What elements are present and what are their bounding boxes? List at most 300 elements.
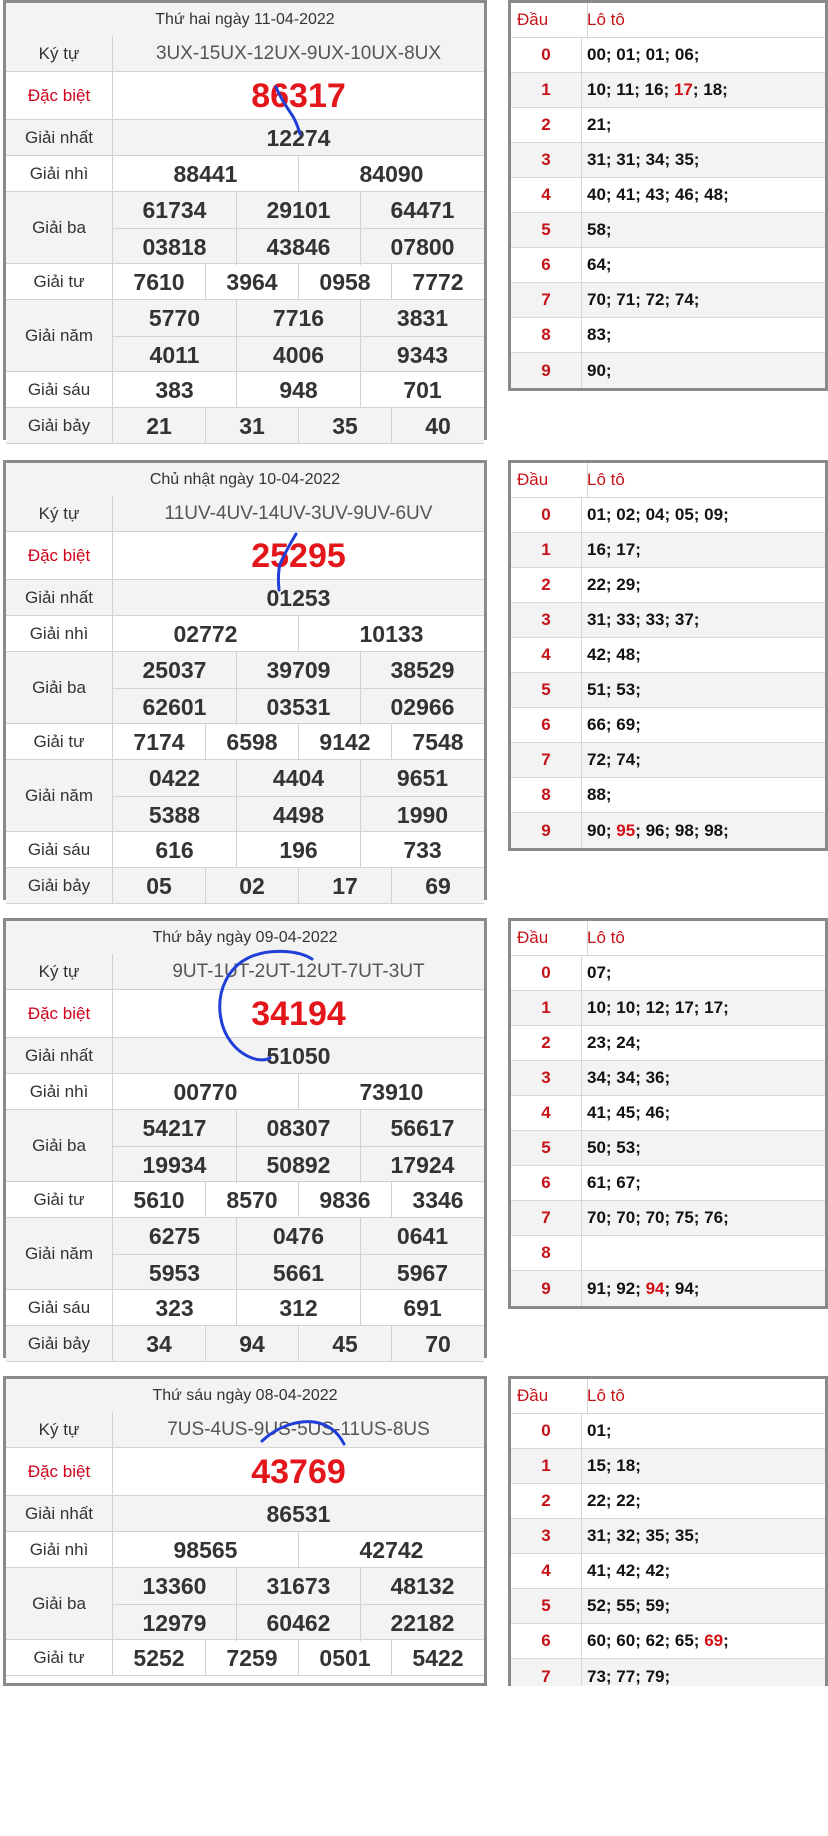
prize-number: 733 [360, 832, 484, 868]
prize-row-giai-nhi [6, 1074, 484, 1110]
loto-row [511, 498, 825, 533]
dau-digit: 6 [511, 708, 582, 742]
loto-numbers [587, 248, 823, 282]
loto-header: Lô tô [587, 470, 625, 489]
loto-numbers [587, 1484, 823, 1518]
loto-row [511, 38, 825, 73]
prize-number: 3964 [205, 264, 298, 300]
loto-row [511, 1271, 825, 1306]
prize-number: 691 [360, 1290, 484, 1326]
loto-table [508, 918, 828, 1309]
loto-text: 01; 02; 04; 05; 09; [587, 505, 729, 524]
prize-number: 948 [236, 372, 360, 408]
loto-highlight: 69 [704, 1631, 724, 1650]
prize-number: 25037 [142, 656, 207, 683]
loto-text: 00; 01; 01; 06; [587, 45, 700, 64]
loto-numbers [587, 38, 823, 72]
prize-label: Giải sáu [6, 1290, 113, 1325]
prize-values [113, 1640, 484, 1675]
prize-row-giai-sau [6, 832, 484, 868]
prize-number: 6598 [205, 724, 298, 760]
loto-text: 83; [587, 325, 612, 344]
prize-label: Ký tự [6, 1412, 113, 1447]
loto-numbers [587, 1131, 823, 1165]
loto-row [511, 178, 825, 213]
dau-digit: 2 [511, 1026, 582, 1060]
prize-row-giai-tu [6, 724, 484, 760]
prize-row-giai-tu [6, 1182, 484, 1218]
loto-text: 58; [587, 220, 612, 239]
loto-text: ; [723, 1631, 729, 1650]
draw-block [0, 918, 828, 1378]
prize-label: Giải nhất [6, 1496, 113, 1531]
prize-number: 4498 [236, 797, 360, 833]
loto-numbers [587, 1026, 823, 1060]
prize-number: 12979 [142, 1609, 207, 1636]
dau-digit: 2 [511, 1484, 582, 1518]
loto-numbers [587, 318, 823, 352]
prize-label: Ký tự [6, 496, 113, 531]
prize-number: 701 [360, 372, 484, 408]
loto-header-row [511, 921, 825, 956]
prize-label: Đặc biệt [6, 990, 113, 1037]
prize-row-dac-biet [6, 1448, 484, 1496]
prize-row-ky-tu [6, 496, 484, 532]
prize-number: 0641 [360, 1218, 484, 1254]
prize-number: 5967 [360, 1255, 484, 1291]
loto-numbers [587, 991, 823, 1025]
prize-values [113, 1110, 484, 1181]
prize-number: 4011 [149, 341, 200, 368]
prize-number: 31 [205, 408, 298, 444]
prize-values [113, 616, 484, 651]
prize-values [113, 724, 484, 759]
prize-number: 02 [205, 868, 298, 904]
prize-row-ky-tu [6, 36, 484, 72]
loto-text: 90; [587, 360, 612, 380]
loto-text: 34; 34; 36; [587, 1068, 671, 1087]
loto-text: 60; 60; 62; 65; [587, 1631, 705, 1650]
loto-row [511, 956, 825, 991]
symbol-code: 7US-4US-9US-5US-11US-8US [167, 1419, 430, 1440]
prize-number: 7610 [133, 268, 185, 295]
dau-digit: 6 [511, 1166, 582, 1200]
prize-number: 34 [146, 1330, 172, 1357]
special-prize-number: 34194 [251, 994, 346, 1033]
prize-label: Giải nhất [6, 580, 113, 615]
prize-number: 5252 [133, 1644, 185, 1671]
prize-values [113, 1074, 484, 1109]
prize-values [113, 1532, 484, 1567]
prize-values [113, 1448, 484, 1495]
prize-number: 62601 [142, 693, 207, 720]
prize-label: Giải nhì [6, 1532, 113, 1567]
prize-values [113, 156, 484, 191]
loto-text: 31; 32; 35; 35; [587, 1526, 700, 1545]
prize-number: 02966 [360, 689, 484, 725]
prize-row-giai-bay [6, 1326, 484, 1362]
prize-values [113, 408, 484, 443]
dau-digit: 5 [511, 213, 582, 247]
loto-text: 40; 41; 43; 46; 48; [587, 185, 729, 204]
loto-row [511, 1449, 825, 1484]
prize-label: Đặc biệt [6, 72, 113, 119]
prize-row-giai-nhat [6, 1496, 484, 1532]
prize-number: 7548 [391, 724, 484, 760]
prize-label: Giải tư [6, 264, 113, 299]
loto-row [511, 1624, 825, 1659]
loto-numbers [587, 778, 823, 812]
prize-number: 13360 [142, 1572, 207, 1599]
prize-number: 50892 [236, 1147, 360, 1183]
loto-row [511, 778, 825, 813]
loto-numbers [587, 108, 823, 142]
prize-number: 19934 [142, 1151, 207, 1178]
loto-text: 50; 53; [587, 1138, 641, 1157]
results-table [3, 0, 487, 440]
dau-digit: 7 [511, 1201, 582, 1235]
loto-row [511, 353, 825, 388]
loto-numbers [587, 1201, 823, 1235]
draw-date-title: Thứ bảy ngày 09-04-2022 [6, 921, 484, 955]
dau-digit: 1 [511, 1449, 582, 1483]
prize-number: 03818 [142, 233, 207, 260]
prize-number: 9651 [360, 760, 484, 796]
prize-number: 616 [155, 836, 194, 863]
dau-digit: 3 [511, 143, 582, 177]
loto-row [511, 1096, 825, 1131]
loto-numbers [587, 1096, 823, 1130]
prize-row-ky-tu [6, 954, 484, 990]
prize-row-giai-sau [6, 372, 484, 408]
dau-digit: 4 [511, 638, 582, 672]
prize-number: 86531 [266, 1500, 331, 1527]
loto-row [511, 283, 825, 318]
prize-values [113, 652, 484, 723]
prize-row-giai-nhat [6, 580, 484, 616]
results-table [3, 1376, 487, 1686]
loto-text: 88; [587, 785, 612, 804]
loto-numbers [587, 956, 823, 990]
loto-row [511, 1484, 825, 1519]
loto-header: Lô tô [587, 928, 625, 947]
loto-row [511, 533, 825, 568]
loto-text: 15; 18; [587, 1456, 641, 1475]
prize-number: 00770 [173, 1078, 238, 1105]
prize-row-giai-nhi [6, 616, 484, 652]
loto-numbers [587, 1449, 823, 1483]
prize-number: 38529 [360, 652, 484, 688]
results-table [3, 460, 487, 900]
prize-number: 61734 [142, 196, 207, 223]
prize-number: 88441 [173, 160, 238, 187]
prize-number: 8570 [205, 1182, 298, 1218]
loto-numbers [587, 1166, 823, 1200]
prize-row-giai-tu [6, 264, 484, 300]
prize-row-dac-biet [6, 532, 484, 580]
loto-numbers [587, 638, 823, 672]
loto-text: 31; 33; 33; 37; [587, 610, 700, 629]
prize-number: 40 [391, 408, 484, 444]
special-prize-number: 43769 [251, 1452, 346, 1491]
draw-date-title: Chủ nhật ngày 10-04-2022 [6, 463, 484, 497]
loto-text: 70; 71; 72; 74; [587, 290, 700, 309]
prize-number: 5610 [133, 1186, 185, 1213]
prize-row-giai-nhat [6, 1038, 484, 1074]
prize-number: 05 [146, 872, 172, 899]
prize-label: Giải năm [6, 760, 113, 831]
prize-values [113, 300, 484, 371]
prize-number: 9343 [360, 337, 484, 373]
dau-digit: 0 [511, 1414, 582, 1448]
prize-number: 383 [155, 376, 194, 403]
prize-values [113, 372, 484, 407]
loto-text: 22; 29; [587, 575, 641, 594]
loto-row [511, 1061, 825, 1096]
prize-number: 43846 [236, 229, 360, 265]
dau-digit: 6 [511, 248, 582, 282]
loto-row [511, 638, 825, 673]
loto-numbers [587, 743, 823, 777]
prize-values [113, 36, 484, 71]
loto-row [511, 213, 825, 248]
loto-highlight: 95 [616, 820, 636, 840]
dau-digit: 1 [511, 991, 582, 1025]
prize-label: Giải tư [6, 1640, 113, 1675]
dau-digit: 0 [511, 956, 582, 990]
loto-text: ; 96; 98; 98; [635, 820, 729, 840]
loto-row [511, 318, 825, 353]
dau-header: Đầu [511, 921, 588, 955]
dau-digit: 1 [511, 73, 582, 107]
loto-row [511, 603, 825, 638]
prize-number: 0958 [298, 264, 391, 300]
prize-label: Đặc biệt [6, 532, 113, 579]
prize-number: 07800 [360, 229, 484, 265]
prize-number: 73910 [298, 1074, 484, 1110]
loto-text: 73; 77; 79; [587, 1666, 671, 1686]
loto-row [511, 248, 825, 283]
prize-row-giai-nhi [6, 1532, 484, 1568]
prize-number: 22182 [360, 1605, 484, 1641]
prize-number: 0501 [298, 1640, 391, 1676]
loto-row [511, 1659, 825, 1686]
prize-label: Ký tự [6, 36, 113, 71]
loto-row [511, 1026, 825, 1061]
dau-digit: 0 [511, 38, 582, 72]
dau-digit: 0 [511, 498, 582, 532]
loto-header-row [511, 1379, 825, 1414]
prize-number: 64471 [360, 192, 484, 228]
loto-row [511, 991, 825, 1026]
prize-number: 39709 [236, 652, 360, 688]
loto-text: 91; 92; [587, 1278, 646, 1298]
loto-numbers [587, 673, 823, 707]
loto-row [511, 1201, 825, 1236]
prize-number: 6275 [148, 1222, 201, 1249]
loto-highlight: 17 [673, 80, 693, 99]
dau-digit: 9 [511, 813, 582, 848]
loto-table [508, 0, 828, 391]
prize-number: 7174 [133, 728, 185, 755]
prize-values [113, 580, 484, 615]
prize-row-dac-biet [6, 990, 484, 1038]
prize-label: Giải nhất [6, 120, 113, 155]
symbol-code: 11UV-4UV-14UV-3UV-9UV-6UV [164, 503, 433, 524]
prize-number: 03531 [236, 689, 360, 725]
prize-number: 51050 [266, 1042, 331, 1069]
loto-row [511, 1166, 825, 1201]
prize-label: Giải bảy [6, 1326, 113, 1361]
prize-number: 17924 [360, 1147, 484, 1183]
loto-numbers [587, 283, 823, 317]
prize-label: Giải bảy [6, 868, 113, 903]
loto-text: 70; 70; 70; 75; 76; [587, 1208, 729, 1227]
prize-label: Giải nhì [6, 156, 113, 191]
symbol-code: 9UT-1UT-2UT-12UT-7UT-3UT [172, 961, 425, 982]
dau-digit: 4 [511, 1554, 582, 1588]
loto-text: 41; 42; 42; [587, 1561, 671, 1580]
dau-digit: 2 [511, 568, 582, 602]
loto-text: 61; 67; [587, 1173, 641, 1192]
loto-header-row [511, 3, 825, 38]
prize-label: Giải ba [6, 192, 113, 263]
prize-label: Giải tư [6, 1182, 113, 1217]
dau-digit: 4 [511, 178, 582, 212]
prize-row-giai-bay [6, 868, 484, 904]
prize-label: Giải năm [6, 1218, 113, 1289]
draw-block [0, 0, 828, 460]
loto-row [511, 1131, 825, 1166]
loto-text: 52; 55; 59; [587, 1596, 671, 1615]
dau-digit: 5 [511, 673, 582, 707]
prize-number: 42742 [298, 1532, 484, 1568]
prize-number: 12274 [266, 124, 331, 151]
prize-values [113, 532, 484, 579]
prize-number: 94 [205, 1326, 298, 1362]
prize-number: 7772 [391, 264, 484, 300]
prize-number: 56617 [360, 1110, 484, 1146]
loto-text: 90; [587, 820, 617, 840]
loto-numbers [587, 1271, 823, 1306]
loto-text: 41; 45; 46; [587, 1103, 671, 1122]
loto-text: 64; [587, 255, 612, 274]
loto-numbers [587, 73, 823, 107]
prize-number: 312 [236, 1290, 360, 1326]
prize-values [113, 954, 484, 989]
draw-date-title: Thứ hai ngày 11-04-2022 [6, 3, 484, 37]
loto-numbers [587, 708, 823, 742]
prize-row-giai-sau [6, 1290, 484, 1326]
loto-text: 66; 69; [587, 715, 641, 734]
symbol-code: 3UX-15UX-12UX-9UX-10UX-8UX [155, 43, 442, 64]
prize-number: 5953 [148, 1259, 201, 1286]
prize-values [113, 1326, 484, 1361]
loto-header: Lô tô [587, 10, 625, 29]
dau-digit: 3 [511, 1061, 582, 1095]
prize-number: 323 [155, 1294, 194, 1321]
loto-numbers [587, 353, 823, 388]
prize-number: 5388 [148, 801, 201, 828]
loto-text: 31; 31; 34; 35; [587, 150, 700, 169]
dau-digit: 5 [511, 1589, 582, 1623]
loto-table [508, 460, 828, 851]
prize-number: 5661 [236, 1255, 360, 1291]
loto-numbers [587, 1659, 823, 1686]
draw-block [0, 1376, 828, 1836]
prize-label: Đặc biệt [6, 1448, 113, 1495]
draw-date-title: Thứ sáu ngày 08-04-2022 [6, 1379, 484, 1413]
draw-block [0, 460, 828, 920]
prize-number: 7259 [205, 1640, 298, 1676]
loto-numbers [587, 1554, 823, 1588]
prize-number: 29101 [236, 192, 360, 228]
prize-number: 4006 [236, 337, 360, 373]
prize-number: 3346 [391, 1182, 484, 1218]
loto-header-row [511, 463, 825, 498]
prize-number: 0476 [236, 1218, 360, 1254]
loto-numbers [587, 533, 823, 567]
prize-label: Giải ba [6, 652, 113, 723]
prize-number: 3831 [360, 300, 484, 336]
loto-numbers [587, 1589, 823, 1623]
prize-values [113, 760, 484, 831]
loto-row [511, 1236, 825, 1271]
prize-number: 17 [298, 868, 391, 904]
prize-values [113, 72, 484, 119]
loto-numbers [587, 213, 823, 247]
loto-text: 51; 53; [587, 680, 641, 699]
prize-values [113, 1218, 484, 1289]
prize-row-giai-nam [6, 1218, 484, 1290]
loto-row [511, 73, 825, 108]
prize-number: 10133 [298, 616, 484, 652]
prize-number: 54217 [142, 1114, 207, 1141]
dau-header: Đầu [511, 3, 588, 37]
loto-numbers [587, 1061, 823, 1095]
prize-label: Giải năm [6, 300, 113, 371]
loto-numbers [587, 1236, 823, 1270]
dau-digit: 8 [511, 318, 582, 352]
prize-number: 5422 [391, 1640, 484, 1676]
loto-text: 23; 24; [587, 1033, 641, 1052]
prize-label: Ký tự [6, 954, 113, 989]
loto-text: 10; 11; 16; [587, 80, 674, 99]
dau-digit: 8 [511, 1236, 582, 1270]
loto-row [511, 708, 825, 743]
prize-row-giai-ba [6, 652, 484, 724]
loto-text: 01; [587, 1421, 612, 1440]
prize-row-giai-bay [6, 408, 484, 444]
loto-numbers [587, 178, 823, 212]
dau-digit: 3 [511, 1519, 582, 1553]
loto-text: ; 18; [692, 80, 728, 99]
prize-label: Giải ba [6, 1568, 113, 1639]
prize-row-giai-nhi [6, 156, 484, 192]
loto-numbers [587, 143, 823, 177]
prize-values [113, 1568, 484, 1639]
dau-digit: 7 [511, 1659, 582, 1686]
prize-number: 01253 [266, 584, 331, 611]
prize-values [113, 120, 484, 155]
prize-label: Giải bảy [6, 408, 113, 443]
prize-values [113, 264, 484, 299]
prize-number: 5770 [148, 304, 201, 331]
loto-row [511, 673, 825, 708]
loto-row [511, 1414, 825, 1449]
prize-number: 48132 [360, 1568, 484, 1604]
prize-number: 1990 [360, 797, 484, 833]
